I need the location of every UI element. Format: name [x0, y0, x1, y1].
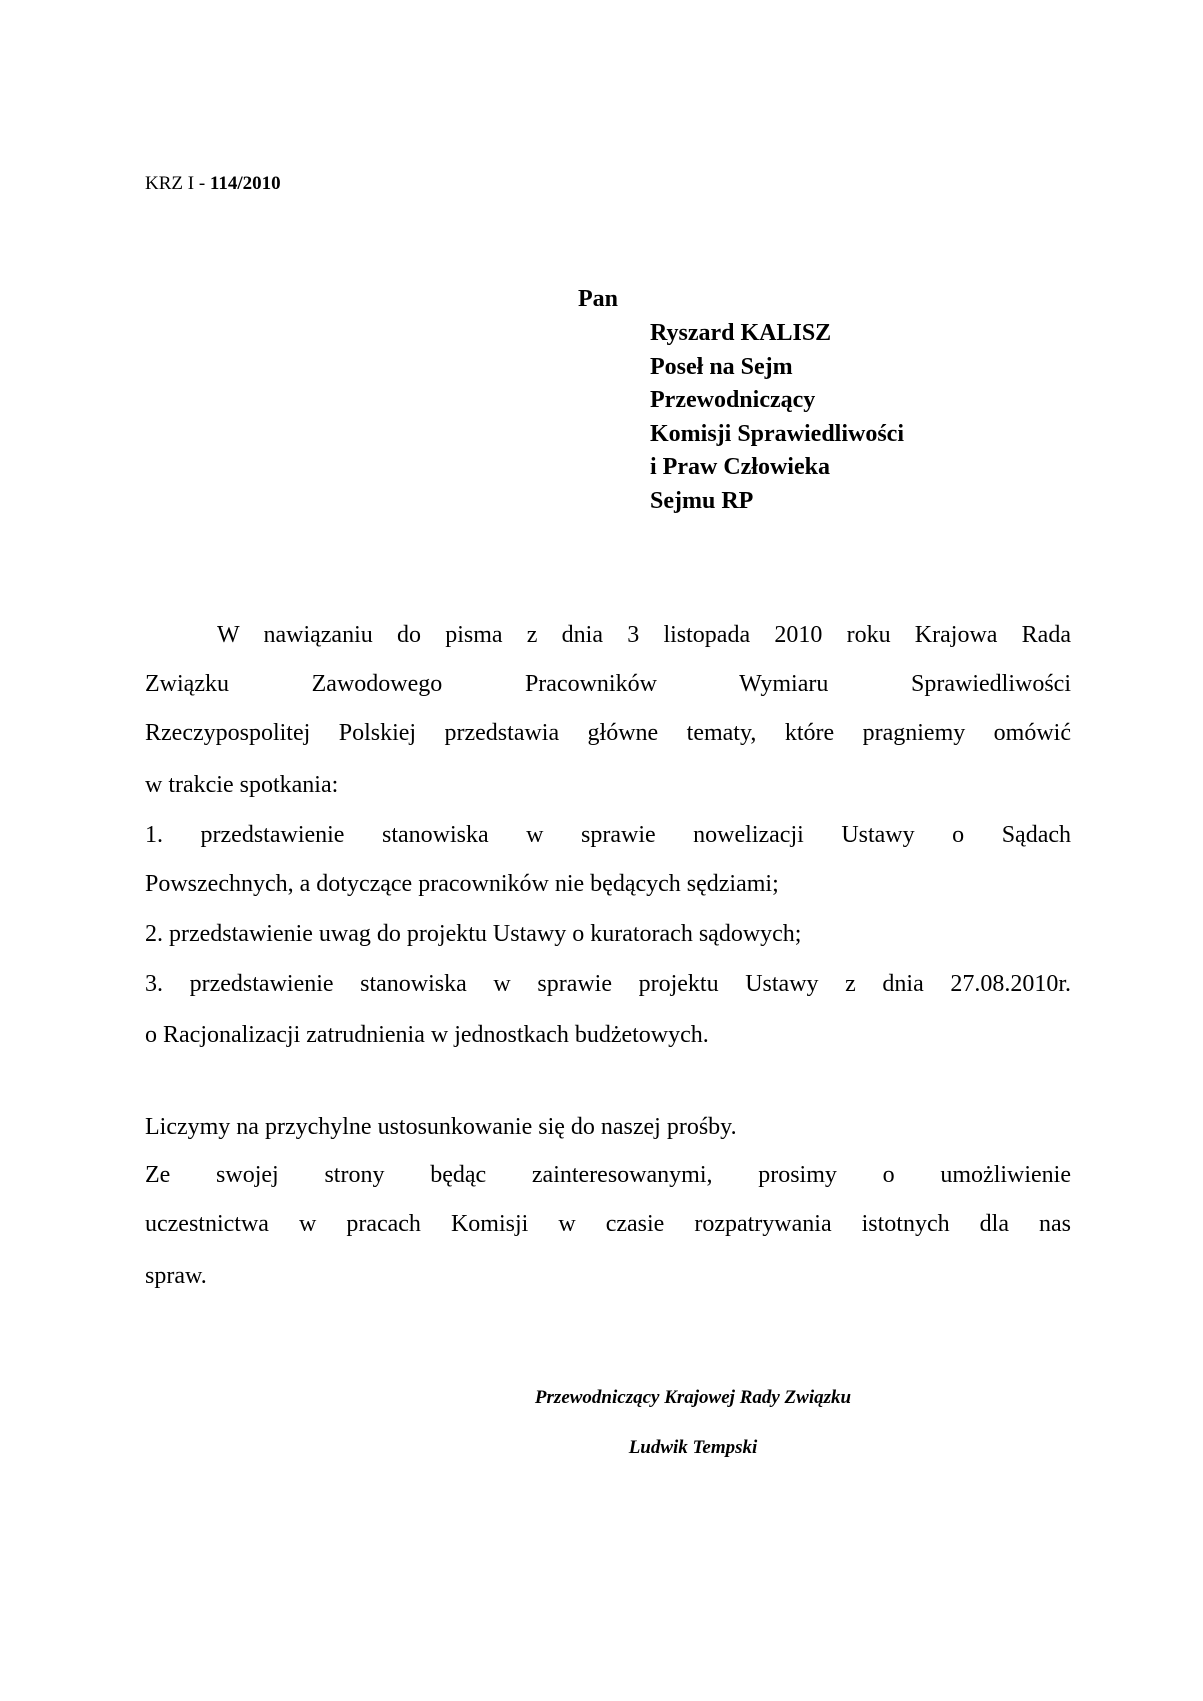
addressee-committee-2: i Praw Człowieka — [650, 454, 830, 480]
body-intro-line: w trakcie spotkania: — [145, 772, 339, 798]
addressee-role: Przewodniczący — [650, 387, 816, 413]
addressee-position: Poseł na Sejm — [650, 354, 793, 380]
signature-title: Przewodniczący Krajowej Rady Związku — [534, 1387, 852, 1408]
body-intro-line: W nawiązaniu do pisma z dnia 3 listopada 2010 roku Krajowa Rada — [217, 622, 1071, 648]
addressee-committee: Komisji Sprawiedliwości — [650, 421, 905, 447]
body-intro-line: Związku Zawodowego Pracowników Wymiaru Sprawiedliwości — [145, 671, 1071, 697]
list-item-1: 1. przedstawienie stanowiska w sprawie nowelizacji Ustawy o Sądach — [145, 822, 1071, 848]
signature-name: Ludwik Tempski — [628, 1437, 758, 1458]
reference-number — [145, 173, 281, 195]
list-item-2: 2. przedstawienie uwag do projektu Ustawy o kuratorach sądowych; — [145, 921, 802, 947]
reference-prefix: KRZ I - — [145, 173, 210, 194]
closing-line: Ze swojej strony będąc zainteresowanymi, prosimy o umożliwienie — [145, 1162, 1071, 1188]
addressee-institution: Sejmu RP — [650, 488, 754, 514]
list-item-3-cont: o Racjonalizacji zatrudnienia w jednostkach budżetowych. — [145, 1022, 709, 1048]
reference-value: 114/2010 — [209, 173, 281, 194]
closing-line: spraw. — [145, 1263, 207, 1289]
addressee-name: Ryszard KALISZ — [650, 320, 832, 346]
body-intro-line: Rzeczypospolitej Polskiej przedstawia główne tematy, które pragniemy omówić — [145, 720, 1071, 746]
closing-line: Liczymy na przychylne ustosunkowanie się do naszej prośby. — [145, 1114, 737, 1140]
list-item-1-cont: Powszechnych, a dotyczące pracowników nie będących sędziami; — [145, 871, 779, 897]
closing-line: uczestnictwa w pracach Komisji w czasie rozpatrywania istotnych dla nas — [145, 1211, 1071, 1237]
salutation: Pan — [578, 286, 619, 312]
list-item-3: 3. przedstawienie stanowiska w sprawie projektu Ustawy z dnia 27.08.2010r. — [145, 971, 1071, 997]
